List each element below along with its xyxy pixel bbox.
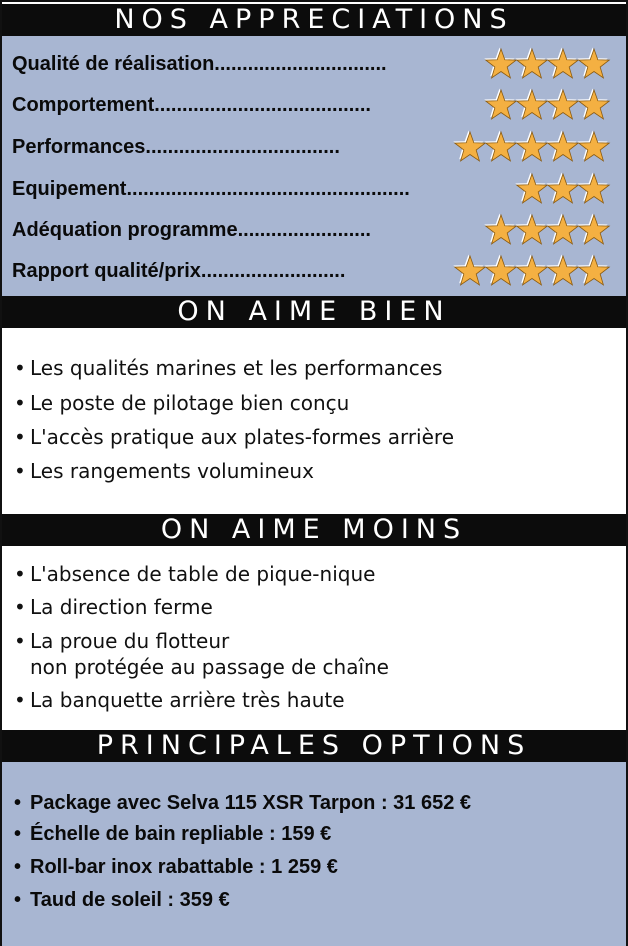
likes-panel: [2, 328, 626, 514]
option-item: • Taud de soleil : 359 €: [14, 889, 230, 911]
star-icon: [576, 88, 612, 122]
rating-row: [12, 253, 616, 289]
stars-rating: [519, 172, 612, 206]
stars-rating: [488, 88, 612, 122]
star-icon: [576, 172, 612, 206]
rating-label: Rapport qualité/prix: [12, 259, 201, 282]
rating-label: Comportement: [12, 93, 155, 116]
rating-dots: .......................................: [154, 93, 371, 116]
star-icon: [576, 47, 612, 81]
appreciations-header: NOS APPRECIATIONS: [2, 4, 626, 36]
ratings-panel: [2, 36, 626, 296]
rating-row: [12, 212, 616, 248]
list-item: • Les rangements volumineux: [14, 459, 314, 483]
stars-rating: [457, 130, 612, 164]
stars-rating: [488, 213, 612, 247]
rating-dots: ...................................: [145, 135, 340, 158]
stars-rating: [488, 47, 612, 81]
star-icon: [576, 213, 612, 247]
rating-row: [12, 46, 616, 82]
star-icon: [576, 130, 612, 164]
likes-header: ON AIME BIEN: [2, 296, 626, 328]
rating-dots: ........................: [237, 218, 371, 241]
option-item: • Package avec Selva 115 XSR Tarpon : 31 652 €: [14, 792, 472, 814]
rating-row: [12, 129, 616, 165]
list-item: • La proue du flotteur: [14, 629, 230, 653]
rating-row: [12, 171, 616, 207]
list-item-continuation: non protégée au passage de chaîne: [30, 655, 389, 679]
option-item: • Roll-bar inox rabattable : 1 259 €: [14, 856, 338, 878]
list-item: • La banquette arrière très haute: [14, 688, 345, 712]
dislikes-panel: [2, 546, 626, 730]
rating-dots: ..........................: [200, 259, 346, 282]
rating-label: Equipement: [12, 177, 127, 200]
stars-rating: [457, 254, 612, 288]
star-icon: [576, 254, 612, 288]
rating-label: Qualité de réalisation: [12, 52, 215, 75]
rating-dots: ...................................................: [126, 177, 410, 200]
list-item: • Le poste de pilotage bien conçu: [14, 391, 350, 415]
list-item: • Les qualités marines et les performances: [14, 356, 443, 380]
dislikes-header: ON AIME MOINS: [2, 514, 626, 546]
rating-row: [12, 87, 616, 123]
options-panel: [2, 762, 626, 946]
rating-label: Adéquation programme: [12, 218, 238, 241]
list-item: • L'absence de table de pique-nique: [14, 562, 376, 586]
rating-label: Performances: [12, 135, 146, 158]
options-header: PRINCIPALES OPTIONS: [2, 730, 626, 762]
rating-dots: ...............................: [214, 52, 387, 75]
list-item: • La direction ferme: [14, 595, 213, 619]
list-item: • L'accès pratique aux plates-formes arrière: [14, 425, 455, 449]
option-item: • Échelle de bain repliable : 159 €: [14, 823, 332, 845]
